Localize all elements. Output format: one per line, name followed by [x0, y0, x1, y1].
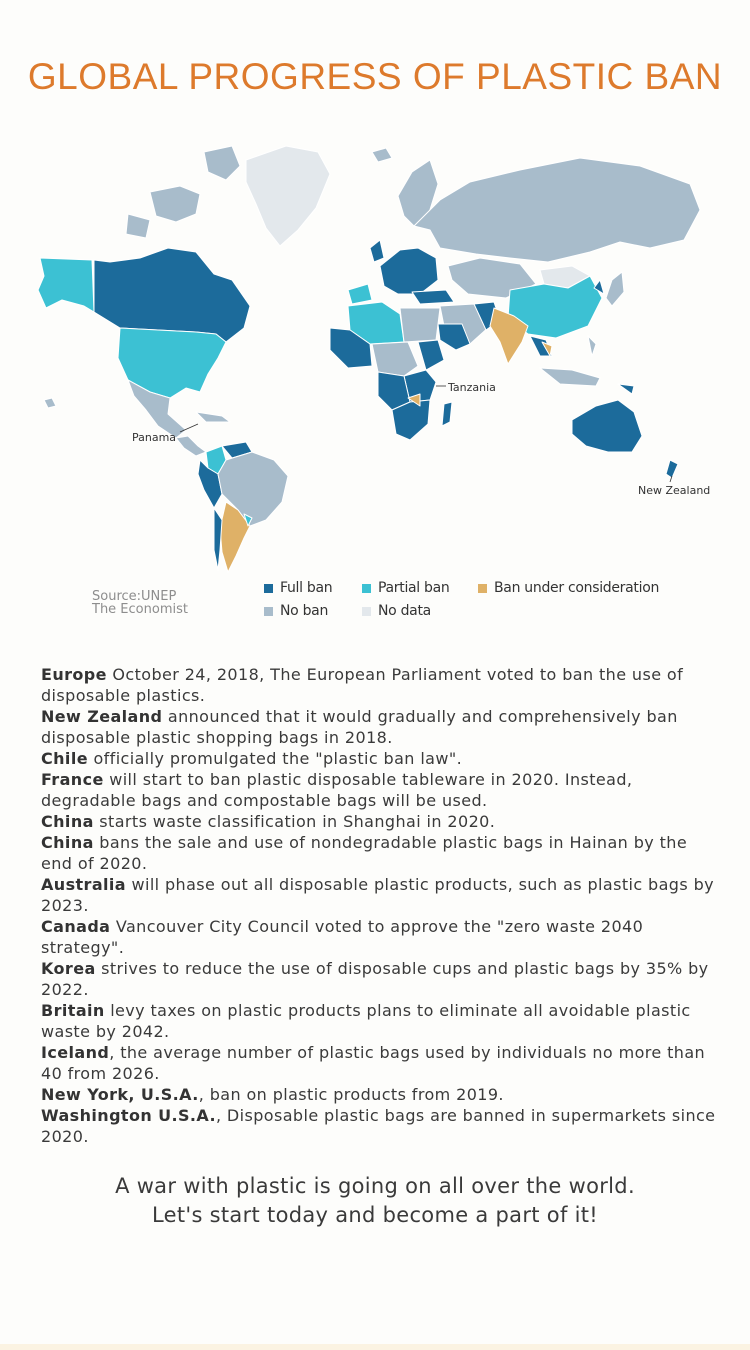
region-alaska — [38, 258, 94, 312]
closing-line-2: Let's start today and become a part of it! — [151, 1203, 598, 1227]
region-png — [618, 384, 634, 394]
region-britain — [370, 240, 384, 262]
note-text: strives to reduce the use of disposable cups and plastic bags by 35% by 2022. — [41, 959, 709, 999]
note-item — [41, 1105, 721, 1147]
note-subject: New Zealand — [41, 707, 163, 726]
region-central-africa — [372, 342, 418, 376]
note-subject: Iceland — [41, 1043, 110, 1062]
map-label-tanzania: Tanzania — [448, 381, 496, 394]
region-ethiopia — [418, 340, 444, 370]
region-indonesia — [540, 368, 600, 386]
map-legend — [264, 580, 704, 630]
note-item — [41, 874, 721, 916]
legend-full-ban-label: Full ban — [280, 580, 333, 596]
swatch-ban-under-consideration — [478, 584, 487, 593]
page-title: GLOBAL PROGRESS OF PLASTIC BAN — [27, 56, 723, 97]
note-text: , Disposable plastic bags are banned in supermarkets since 2020. — [41, 1106, 716, 1146]
world-map — [0, 130, 750, 580]
note-item — [41, 1000, 721, 1042]
note-subject: New York, U.S.A. — [41, 1085, 199, 1104]
note-text: Vancouver City Council voted to approve the "zero waste 2040 strategy". — [41, 917, 644, 957]
note-subject: Europe — [41, 665, 107, 684]
region-philippines — [588, 336, 596, 356]
map-label-new-zealand: New Zealand — [638, 484, 711, 497]
swatch-full-ban — [264, 584, 273, 593]
note-item — [41, 664, 721, 706]
note-subject: China — [41, 833, 94, 852]
region-chile — [214, 508, 222, 570]
region-arctic-canada-3 — [126, 214, 150, 238]
region-spain — [348, 284, 372, 304]
note-subject: Australia — [41, 875, 126, 894]
note-item — [41, 748, 721, 769]
note-item — [41, 1042, 721, 1084]
source-line-2: The Economist — [92, 602, 188, 617]
region-greenland — [246, 146, 330, 246]
source-credit — [92, 590, 188, 616]
legend-partial-ban-label: Partial ban — [378, 580, 450, 596]
note-subject: Korea — [41, 959, 96, 978]
region-central-america — [176, 436, 206, 456]
note-subject: Canada — [41, 917, 111, 936]
note-text: , the average number of plastic bags used by individuals no more than 40 from 2026. — [41, 1043, 706, 1083]
region-caribbean — [196, 412, 230, 422]
note-text: , ban on plastic products from 2019. — [198, 1085, 504, 1104]
region-arctic-canada-2 — [204, 146, 240, 180]
source-line-1: Source:UNEP — [92, 589, 177, 604]
region-iceland — [372, 148, 392, 162]
closing-line-1: A war with plastic is going on all over the world. — [115, 1174, 635, 1198]
note-item — [41, 958, 721, 1000]
policy-notes — [41, 664, 721, 1147]
legend-ban-under-consideration-label: Ban under consideration — [494, 580, 660, 596]
region-russia — [414, 158, 700, 262]
legend-ban-under-consideration — [478, 580, 659, 596]
region-madagascar — [442, 402, 452, 426]
region-australia — [572, 400, 642, 452]
note-text: levy taxes on plastic products plans to eliminate all avoidable plastic waste by 2042. — [41, 1001, 691, 1041]
region-libya-egypt — [400, 308, 440, 342]
swatch-partial-ban — [362, 584, 371, 593]
swatch-no-ban — [264, 607, 273, 616]
note-text: October 24, 2018, The European Parliament voted to ban the use of disposable plastics. — [41, 665, 684, 705]
region-japan — [606, 272, 624, 306]
note-subject: Chile — [41, 749, 88, 768]
region-turkey — [412, 290, 454, 304]
note-text: bans the sale and use of nondegradable plastic bags in Hainan by the end of 2020. — [41, 833, 688, 873]
note-subject: Britain — [41, 1001, 105, 1020]
region-hawaii — [44, 398, 56, 408]
note-text: officially promulgated the "plastic ban law". — [87, 749, 463, 768]
note-item — [41, 1084, 721, 1105]
legend-no-ban-label: No ban — [280, 603, 329, 619]
region-arctic-canada — [150, 186, 200, 222]
note-subject: China — [41, 812, 94, 831]
note-subject: Washington U.S.A. — [41, 1106, 216, 1125]
closing-message — [0, 1172, 750, 1230]
note-subject: France — [41, 770, 104, 789]
note-item — [41, 706, 721, 748]
bottom-bar — [0, 1344, 750, 1350]
region-europe — [380, 248, 438, 294]
note-item — [41, 811, 721, 832]
legend-full-ban — [264, 580, 332, 596]
legend-no-data-label: No data — [378, 603, 431, 619]
note-item — [41, 916, 721, 958]
note-text: starts waste classification in Shanghai in 2020. — [93, 812, 496, 831]
legend-partial-ban — [362, 580, 450, 596]
map-label-panama: Panama — [132, 431, 177, 444]
note-text: will start to ban plastic disposable tableware in 2020. Instead, degradable bags and compostable bags will be used. — [41, 770, 633, 810]
note-text: will phase out all disposable plastic products, such as plastic bags by 2023. — [41, 875, 715, 915]
legend-no-data — [362, 603, 431, 619]
region-new-zealand — [666, 460, 678, 478]
note-item — [41, 832, 721, 874]
region-canada — [94, 248, 250, 342]
note-text: announced that it would gradually and comprehensively ban disposable plastic shopping bags in 2018. — [41, 707, 678, 747]
note-item — [41, 769, 721, 811]
legend-no-ban — [264, 603, 328, 619]
swatch-no-data — [362, 607, 371, 616]
